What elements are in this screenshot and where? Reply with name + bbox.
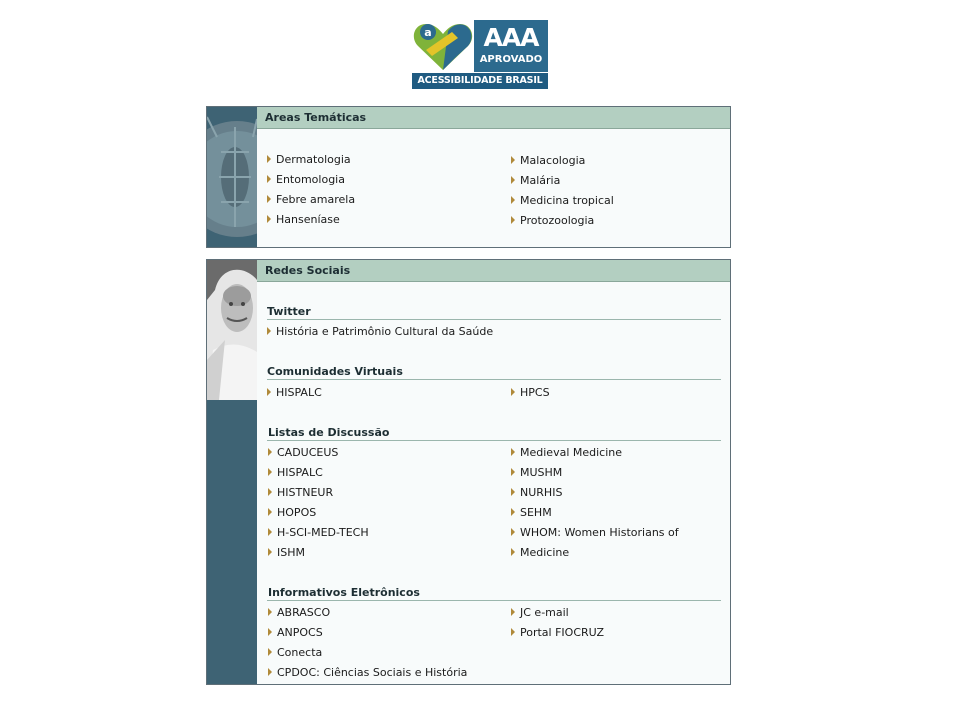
link-label: Malária: [520, 174, 561, 187]
link-label: HOPOS: [277, 506, 317, 519]
accessibility-badge: [412, 20, 548, 89]
link-label: HISPALC: [277, 466, 323, 479]
insect-seal-image: [207, 107, 257, 247]
link-label: Febre amarela: [276, 193, 356, 206]
link-nurhis[interactable]: [511, 486, 562, 499]
link-dermatologia[interactable]: [267, 153, 351, 166]
comunidades-heading: Comunidades Virtuais: [267, 365, 403, 378]
link-abrasco[interactable]: [268, 606, 330, 619]
link-label: HPCS: [520, 386, 550, 399]
arrow-right-icon: [511, 548, 515, 556]
section-divider: [267, 319, 721, 320]
areas-title: Areas Temáticas: [265, 111, 367, 124]
arrow-right-icon: [267, 327, 271, 335]
link-label: CADUCEUS: [277, 446, 339, 459]
link-mushm[interactable]: [511, 466, 562, 479]
link-protozoologia[interactable]: [511, 214, 594, 227]
link-febre-amarela[interactable]: [267, 193, 355, 206]
arrow-right-icon: [511, 508, 515, 516]
link-hanseniase[interactable]: [267, 213, 340, 226]
link-label: ANPOCS: [277, 626, 323, 639]
aaa-block: [474, 20, 548, 72]
section-divider: [267, 440, 721, 441]
redes-header: [257, 260, 730, 282]
arrow-right-icon: [511, 216, 515, 224]
arrow-right-icon: [268, 448, 272, 456]
redes-sociais-panel: [206, 259, 731, 685]
link-label: WHOM: Women Historians of: [520, 526, 679, 539]
link-label: ABRASCO: [277, 606, 331, 619]
link-label: Medicina tropical: [520, 194, 614, 207]
link-label: Malacologia: [520, 154, 586, 167]
link-label: Medicine: [520, 546, 570, 559]
arrow-right-icon: [511, 468, 515, 476]
arrow-right-icon: [511, 156, 515, 164]
arrow-right-icon: [511, 196, 515, 204]
portrait-image: [207, 260, 257, 684]
link-label: HISTNEUR: [277, 486, 334, 499]
link-label: Hanseníase: [276, 213, 340, 226]
arrow-right-icon: [267, 175, 271, 183]
link-sehm[interactable]: [511, 506, 552, 519]
link-label: H-SCI-MED-TECH: [277, 526, 369, 539]
link-jc-email[interactable]: [511, 606, 569, 619]
arrow-right-icon: [268, 628, 272, 636]
arrow-right-icon: [267, 155, 271, 163]
link-hispalc-lista[interactable]: [268, 466, 323, 479]
twitter-heading: Twitter: [267, 305, 311, 318]
arrow-right-icon: [268, 668, 272, 676]
link-historia-patrimonio[interactable]: [267, 325, 493, 338]
arrow-right-icon: [267, 388, 271, 396]
link-label: História e Patrimônio Cultural da Saúde: [276, 325, 494, 338]
link-hpcs[interactable]: [511, 386, 550, 399]
redes-title: Redes Sociais: [265, 264, 351, 277]
badge-title: AAA: [483, 23, 539, 52]
link-medieval-medicine[interactable]: [511, 446, 622, 459]
arrow-right-icon: [267, 215, 271, 223]
arrow-right-icon: [511, 628, 515, 636]
arrow-right-icon: [511, 448, 515, 456]
section-divider: [267, 379, 721, 380]
link-label: Entomologia: [276, 173, 345, 186]
link-malacologia[interactable]: [511, 154, 585, 167]
informativos-heading: Informativos Eletrônicos: [268, 586, 420, 599]
link-label: Medieval Medicine: [520, 446, 623, 459]
arrow-right-icon: [511, 488, 515, 496]
link-entomologia[interactable]: [267, 173, 345, 186]
link-hopos[interactable]: [268, 506, 316, 519]
arrow-right-icon: [511, 176, 515, 184]
badge-subtitle: APROVADO: [479, 54, 543, 65]
arrow-right-icon: [511, 528, 515, 536]
arrow-right-icon: [268, 468, 272, 476]
arrow-right-icon: [268, 648, 272, 656]
link-label: NURHIS: [520, 486, 563, 499]
arrow-right-icon: [268, 528, 272, 536]
link-medicina-tropical[interactable]: [511, 194, 614, 207]
link-label: Portal FIOCRUZ: [520, 626, 605, 639]
link-conecta[interactable]: [268, 646, 322, 659]
link-medicine[interactable]: [511, 546, 569, 559]
arrow-right-icon: [511, 388, 515, 396]
link-h-sci-med-tech[interactable]: [268, 526, 369, 539]
link-label: Protozoologia: [520, 214, 595, 227]
link-caduceus[interactable]: [268, 446, 338, 459]
arrow-right-icon: [511, 608, 515, 616]
arrow-right-icon: [268, 508, 272, 516]
heart-logo-icon: [412, 20, 474, 72]
arrow-right-icon: [268, 548, 272, 556]
areas-tematicas-panel: [206, 106, 731, 248]
areas-header: [257, 107, 730, 129]
link-whom[interactable]: [511, 526, 679, 539]
areas-content: [257, 129, 730, 247]
section-divider: [267, 600, 721, 601]
listas-heading: Listas de Discussão: [268, 426, 390, 439]
link-ishm[interactable]: [268, 546, 305, 559]
link-malaria[interactable]: [511, 174, 560, 187]
link-label: CPDOC: Ciências Sociais e História: [277, 666, 468, 679]
link-cpdoc[interactable]: [268, 666, 467, 679]
link-histneur[interactable]: [268, 486, 333, 499]
link-label: Dermatologia: [276, 153, 351, 166]
link-label: JC e-mail: [520, 606, 569, 619]
link-portal-fiocruz[interactable]: [511, 626, 604, 639]
link-anpocs[interactable]: [268, 626, 323, 639]
arrow-right-icon: [267, 195, 271, 203]
link-label: Conecta: [277, 646, 323, 659]
link-label: SEHM: [520, 506, 552, 519]
link-label: HISPALC: [276, 386, 322, 399]
link-label: ISHM: [277, 546, 305, 559]
arrow-right-icon: [268, 488, 272, 496]
link-hispalc-comunidade[interactable]: [267, 386, 322, 399]
link-label: MUSHM: [520, 466, 563, 479]
redes-content: [257, 282, 730, 684]
badge-bottom-text: ACESSIBILIDADE BRASIL: [412, 73, 548, 89]
arrow-right-icon: [268, 608, 272, 616]
badge-letter: a: [424, 26, 432, 39]
